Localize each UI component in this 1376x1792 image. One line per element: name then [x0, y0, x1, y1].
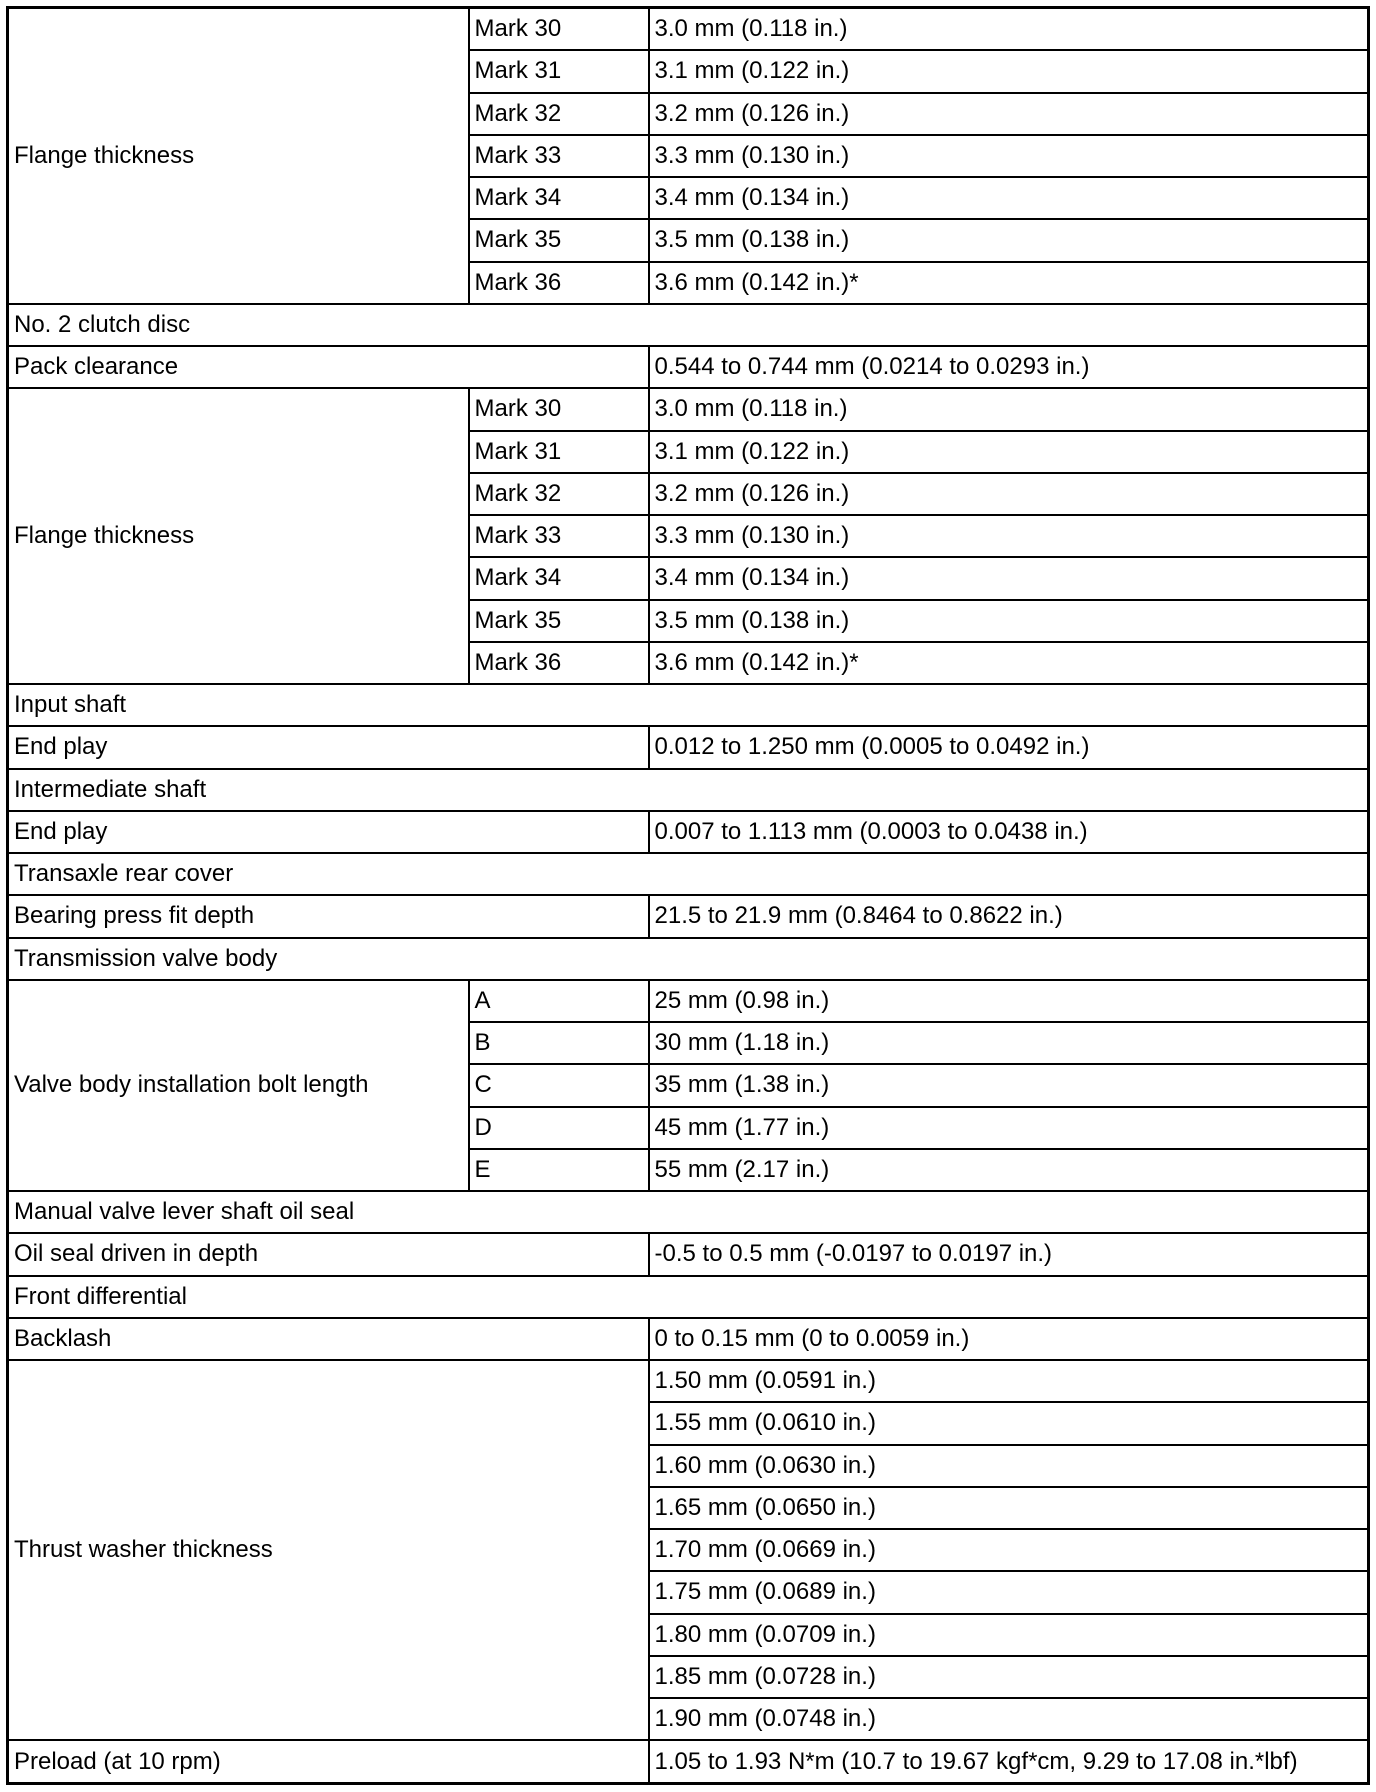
value-cell: 1.70 mm (0.0669 in.): [649, 1529, 1369, 1571]
value-cell: 0.544 to 0.744 mm (0.0214 to 0.0293 in.): [649, 346, 1369, 388]
value-cell: 3.0 mm (0.118 in.): [649, 8, 1369, 51]
spec-label: Preload (at 10 rpm): [8, 1740, 649, 1783]
value-cell: 3.2 mm (0.126 in.): [649, 93, 1369, 135]
spec-label: Backlash: [8, 1318, 649, 1360]
mark-cell: Mark 36: [469, 642, 649, 684]
spec-label: Oil seal driven in depth: [8, 1233, 649, 1275]
thrust-washer-label: Thrust washer thickness: [8, 1360, 649, 1740]
value-cell: 35 mm (1.38 in.): [649, 1064, 1369, 1106]
value-cell: 1.55 mm (0.0610 in.): [649, 1402, 1369, 1444]
mark-cell: Mark 31: [469, 50, 649, 92]
flange-b-label: Flange thickness: [8, 388, 469, 684]
table-row: [8, 388, 1369, 430]
value-cell: -0.5 to 0.5 mm (-0.0197 to 0.0197 in.): [649, 1233, 1369, 1275]
section-heading-row: [8, 938, 1369, 980]
table-row: [8, 1233, 1369, 1275]
mark-cell: B: [469, 1022, 649, 1064]
value-cell: 1.80 mm (0.0709 in.): [649, 1614, 1369, 1656]
value-cell: 1.65 mm (0.0650 in.): [649, 1487, 1369, 1529]
value-cell: 1.90 mm (0.0748 in.): [649, 1698, 1369, 1740]
section-heading-row: [8, 304, 1369, 346]
value-cell: 45 mm (1.77 in.): [649, 1107, 1369, 1149]
mark-cell: E: [469, 1149, 649, 1191]
value-cell: 3.1 mm (0.122 in.): [649, 50, 1369, 92]
table-row: [8, 895, 1369, 937]
value-cell: 55 mm (2.17 in.): [649, 1149, 1369, 1191]
value-cell: 3.6 mm (0.142 in.)*: [649, 642, 1369, 684]
mark-cell: Mark 32: [469, 93, 649, 135]
mark-cell: Mark 33: [469, 515, 649, 557]
mark-cell: Mark 34: [469, 557, 649, 599]
section-heading: Transmission valve body: [8, 938, 1369, 980]
value-cell: 3.4 mm (0.134 in.): [649, 177, 1369, 219]
flange-a-label: Flange thickness: [8, 8, 469, 304]
table-row: [8, 726, 1369, 768]
value-cell: 1.75 mm (0.0689 in.): [649, 1571, 1369, 1613]
table-row: [8, 8, 1369, 51]
value-cell: 0 to 0.15 mm (0 to 0.0059 in.): [649, 1318, 1369, 1360]
table-row: [8, 346, 1369, 388]
value-cell: 3.5 mm (0.138 in.): [649, 219, 1369, 261]
value-cell: 3.3 mm (0.130 in.): [649, 135, 1369, 177]
section-heading: Front differential: [8, 1276, 1369, 1318]
mark-cell: Mark 30: [469, 388, 649, 430]
table-row: [8, 811, 1369, 853]
value-cell: 1.85 mm (0.0728 in.): [649, 1656, 1369, 1698]
value-cell: 1.60 mm (0.0630 in.): [649, 1445, 1369, 1487]
value-cell: 3.5 mm (0.138 in.): [649, 600, 1369, 642]
value-cell: 1.05 to 1.93 N*m (10.7 to 19.67 kgf*cm, 9.29 to 17.08 in.*lbf): [649, 1740, 1369, 1783]
mark-cell: C: [469, 1064, 649, 1106]
table-row: [8, 1360, 1369, 1402]
section-heading: Input shaft: [8, 684, 1369, 726]
mark-cell: Mark 33: [469, 135, 649, 177]
table-row: [8, 980, 1369, 1022]
section-heading-row: [8, 684, 1369, 726]
spec-label: Pack clearance: [8, 346, 649, 388]
value-cell: 3.1 mm (0.122 in.): [649, 431, 1369, 473]
mark-cell: Mark 35: [469, 600, 649, 642]
section-heading-row: [8, 1276, 1369, 1318]
table-row: [8, 1740, 1369, 1783]
section-heading: Transaxle rear cover: [8, 853, 1369, 895]
mark-cell: Mark 36: [469, 262, 649, 304]
mark-cell: Mark 32: [469, 473, 649, 515]
spec-label: End play: [8, 811, 649, 853]
value-cell: 1.50 mm (0.0591 in.): [649, 1360, 1369, 1402]
section-heading: Manual valve lever shaft oil seal: [8, 1191, 1369, 1233]
mark-cell: Mark 30: [469, 8, 649, 51]
mark-cell: Mark 35: [469, 219, 649, 261]
section-heading: Intermediate shaft: [8, 769, 1369, 811]
spec-table: [6, 6, 1370, 1785]
mark-cell: A: [469, 980, 649, 1022]
value-cell: 3.4 mm (0.134 in.): [649, 557, 1369, 599]
value-cell: 3.6 mm (0.142 in.)*: [649, 262, 1369, 304]
spec-label: Bearing press fit depth: [8, 895, 649, 937]
value-cell: 30 mm (1.18 in.): [649, 1022, 1369, 1064]
section-heading: No. 2 clutch disc: [8, 304, 1369, 346]
mark-cell: Mark 31: [469, 431, 649, 473]
table-row: [8, 1318, 1369, 1360]
value-cell: 3.3 mm (0.130 in.): [649, 515, 1369, 557]
value-cell: 25 mm (0.98 in.): [649, 980, 1369, 1022]
value-cell: 0.007 to 1.113 mm (0.0003 to 0.0438 in.): [649, 811, 1369, 853]
value-cell: 21.5 to 21.9 mm (0.8464 to 0.8622 in.): [649, 895, 1369, 937]
section-heading-row: [8, 1191, 1369, 1233]
mark-cell: Mark 34: [469, 177, 649, 219]
valve-body-bolt-label: Valve body installation bolt length: [8, 980, 469, 1191]
mark-cell: D: [469, 1107, 649, 1149]
section-heading-row: [8, 769, 1369, 811]
section-heading-row: [8, 853, 1369, 895]
spec-label: End play: [8, 726, 649, 768]
value-cell: 0.012 to 1.250 mm (0.0005 to 0.0492 in.): [649, 726, 1369, 768]
value-cell: 3.2 mm (0.126 in.): [649, 473, 1369, 515]
value-cell: 3.0 mm (0.118 in.): [649, 388, 1369, 430]
